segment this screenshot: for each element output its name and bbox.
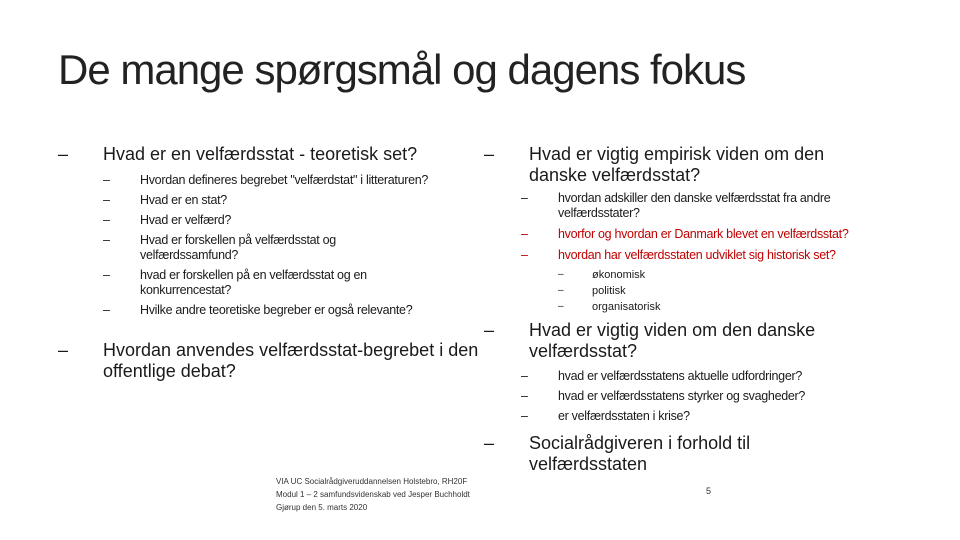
sub-bullet-dash: – <box>103 193 110 207</box>
sub-bullet-highlighted <box>521 227 904 242</box>
third-level-dash: – <box>558 269 564 280</box>
sub-bullet-dash: – <box>103 303 110 317</box>
sub-bullet <box>521 191 888 221</box>
right-column <box>484 144 904 475</box>
sub-bullet-text: Hvad er forskellen på velfærdsstat og velfærdssamfund? <box>140 233 336 262</box>
knowledge-sublist <box>521 369 904 424</box>
third-level-bullet <box>558 299 904 315</box>
sub-bullet <box>103 268 430 298</box>
page-number: 5 <box>706 486 712 496</box>
bullet-dash: – <box>484 320 495 340</box>
sub-bullet-text: hvordan adskiller den danske velfærdsstat fra andre velfærdsstater? <box>558 191 831 220</box>
third-level-text: økonomisk <box>592 269 646 281</box>
sub-bullet-dash: – <box>103 233 110 247</box>
third-level-bullet <box>558 267 904 283</box>
bullet-theory-question <box>58 144 478 165</box>
sub-bullet-text: hvordan har velfærdsstaten udviklet sig historisk set? <box>558 248 836 262</box>
bullet-text: Socialrådgiveren i forhold til velfærdsstaten <box>529 433 751 474</box>
sub-bullet-text: hvad er velfærdsstatens styrker og svagheder? <box>558 389 806 403</box>
bullet-knowledge-question <box>484 320 869 362</box>
bullet-dash: – <box>58 340 69 360</box>
bullet-dash: – <box>58 144 69 164</box>
sub-bullet <box>521 409 904 424</box>
sub-bullet-dash: – <box>103 173 110 187</box>
sub-bullet-highlighted <box>521 248 904 263</box>
sub-bullet-dash: – <box>521 369 528 383</box>
sub-bullet <box>103 193 478 208</box>
left-column <box>58 144 478 382</box>
sub-bullet-dash: – <box>521 389 528 403</box>
third-level-text: organisatorisk <box>592 301 661 313</box>
footer-date: Gjørup den 5. marts 2020 <box>276 503 368 512</box>
sub-bullet <box>103 173 478 188</box>
development-sublist <box>558 267 904 315</box>
theory-sublist <box>103 173 478 318</box>
sub-bullet-dash: – <box>521 191 528 205</box>
bullet-text: Hvad er vigtig viden om den danske velfærdsstat? <box>529 320 816 361</box>
sub-bullet <box>103 213 478 228</box>
sub-bullet-text: Hvad er en stat? <box>140 193 227 207</box>
bullet-text: Hvad er en velfærdsstat - teoretisk set? <box>103 144 418 164</box>
sub-bullet-text: hvad er velfærdsstatens aktuelle udfordringer? <box>558 369 802 383</box>
sub-bullet <box>521 389 904 404</box>
bullet-public-debate <box>58 340 483 382</box>
sub-bullet <box>521 369 904 384</box>
sub-bullet-dash: – <box>521 227 528 241</box>
sub-bullet-text: hvad er forskellen på en velfærdsstat og en konkurrencestat? <box>140 268 367 297</box>
bullet-text: Hvad er vigtig empirisk viden om den danske velfærdsstat? <box>529 144 825 185</box>
third-level-dash: – <box>558 301 564 312</box>
sub-bullet <box>103 233 390 263</box>
sub-bullet-text: Hvad er velfærd? <box>140 213 232 227</box>
bullet-dash: – <box>484 433 495 453</box>
sub-bullet-dash: – <box>103 213 110 227</box>
third-level-dash: – <box>558 285 564 296</box>
bullet-dash: – <box>484 144 495 164</box>
sub-bullet-text: Hvordan defineres begrebet "velfærdstat" i litteraturen? <box>140 173 429 187</box>
empirical-sublist <box>521 191 904 315</box>
sub-bullet-text: hvorfor og hvordan er Danmark blevet en velfærdsstat? <box>558 227 849 241</box>
slide-title: De mange spørgsmål og dagens fokus <box>58 46 746 93</box>
sub-bullet-text: Hvilke andre teoretiske begreber er også relevante? <box>140 303 413 317</box>
bullet-empirical-question <box>484 144 869 186</box>
sub-bullet-text: er velfærdsstaten i krise? <box>558 409 690 423</box>
bullet-text: Hvordan anvendes velfærdsstat-begrebet i den offentlige debat? <box>103 340 479 381</box>
third-level-text: politisk <box>592 285 626 297</box>
slide-footer <box>276 475 470 514</box>
sub-bullet <box>103 303 478 318</box>
sub-bullet-dash: – <box>521 248 528 262</box>
sub-bullet-dash: – <box>521 409 528 423</box>
sub-bullet-dash: – <box>103 268 110 282</box>
footer-institution: VIA UC Socialrådgiveruddannelsen Holstebro, RH20F <box>276 477 468 486</box>
footer-module: Modul 1 – 2 samfundsvidenskab ved Jesper Buchholdt <box>276 490 470 499</box>
third-level-bullet <box>558 283 904 299</box>
bullet-social-worker <box>484 433 829 475</box>
